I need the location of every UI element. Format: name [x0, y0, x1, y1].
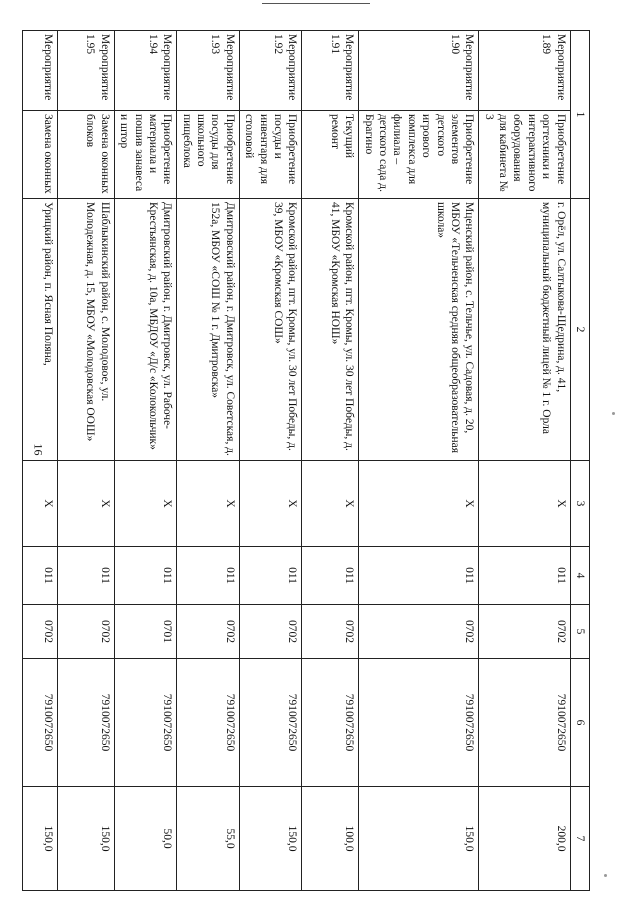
header-cell: 3 [570, 461, 589, 547]
code-cell: 011 [57, 547, 114, 605]
table-row [22, 31, 57, 891]
scan-speck [612, 412, 615, 415]
section-cell: 0702 [479, 605, 570, 659]
work-description-cell: Приобретение материала и пошив занавеса и штор [114, 111, 177, 199]
work-description-cell: Замена оконных [22, 111, 57, 199]
mark-cell: X [302, 461, 359, 547]
budget-table [22, 30, 590, 891]
mark-cell: X [22, 461, 57, 547]
table-row [302, 31, 359, 891]
amount-cell: 55,0 [177, 787, 240, 891]
header-cell: 5 [570, 605, 589, 659]
work-description-cell: Приобретение посуды и инвентаря для столовой [239, 111, 302, 199]
amount-cell: 150,0 [57, 787, 114, 891]
top-rule [262, 3, 370, 4]
table-row [57, 31, 114, 891]
code-cell: 011 [114, 547, 177, 605]
target-article-cell: 7910072650 [22, 659, 57, 787]
rotated-table-wrapper [41, 30, 590, 890]
header-cell: 1 [570, 31, 589, 199]
work-description-cell: Приобретение посуды для школьного пищеблока [177, 111, 240, 199]
amount-cell: 100,0 [302, 787, 359, 891]
target-article-cell: 7910072650 [359, 659, 479, 787]
page-number: 16 [31, 443, 46, 456]
event-name-cell: Мероприятие 1.89 [479, 31, 570, 111]
address-cell: Дмитровский район, г. Дмитровск, ул. Рабоче-Крестьянская, д. 10а, МБДОУ «Д/с «Колокольчик» [114, 199, 177, 461]
work-description-cell: Текущий ремонт [302, 111, 359, 199]
address-cell: Кромской район, пгт. Кромы, ул. 30 лет Победы, д. 41, МБОУ «Кромская НОШ» [302, 199, 359, 461]
section-cell: 0702 [22, 605, 57, 659]
header-row [570, 31, 589, 891]
address-cell: Дмитровский район, г. Дмитровск, ул. Советская, д. 152а, МБОУ «СОШ № 1 г. Дмитровска» [177, 199, 240, 461]
work-description-cell: Приобретение элементов детского игрового комплекса для филиала – детского сада д. Брагино [359, 111, 479, 199]
event-name-cell: Мероприятие 1.92 [239, 31, 302, 111]
section-cell: 0701 [114, 605, 177, 659]
target-article-cell: 7910072650 [114, 659, 177, 787]
address-cell: Мценский район, с. Тельчье, ул. Садовая, д. 20, МБОУ «Тельченская средняя общеобразовательная школа» [359, 199, 479, 461]
event-name-cell: Мероприятие [22, 31, 57, 111]
event-name-cell: Мероприятие 1.90 [359, 31, 479, 111]
address-cell: г. Орёл, ул. Салтыкова-Щедрина, д. 41, муниципальный бюджетный лицей № 1 г. Орла [479, 199, 570, 461]
section-cell: 0702 [239, 605, 302, 659]
mark-cell: X [114, 461, 177, 547]
address-cell: Урицкий район, п. Ясная Поляна, [22, 199, 57, 461]
amount-cell: 50,0 [114, 787, 177, 891]
code-cell: 011 [302, 547, 359, 605]
amount-cell: 150,0 [359, 787, 479, 891]
section-cell: 0702 [57, 605, 114, 659]
mark-cell: X [239, 461, 302, 547]
table-row [479, 31, 570, 891]
address-cell: Шаблыкинский район, с. Молодовое, ул. Молодежная, д. 15, МБОУ «Молодовская ООШ» [57, 199, 114, 461]
table-row [359, 31, 479, 891]
section-cell: 0702 [177, 605, 240, 659]
section-cell: 0702 [359, 605, 479, 659]
target-article-cell: 7910072650 [239, 659, 302, 787]
code-cell: 011 [359, 547, 479, 605]
header-cell: 6 [570, 659, 589, 787]
work-description-cell: Приобретение оргтехники и интерактивного оборудования для кабинета № 3 [479, 111, 570, 199]
mark-cell: X [177, 461, 240, 547]
table-row [114, 31, 177, 891]
event-name-cell: Мероприятие 1.91 [302, 31, 359, 111]
scan-speck [604, 874, 607, 877]
mark-cell: X [57, 461, 114, 547]
address-cell: Кромской район, пгт. Кромы, ул. 30 лет Победы, д. 39, МБОУ «Кромская СОШ» [239, 199, 302, 461]
header-cell: 4 [570, 547, 589, 605]
section-cell: 0702 [302, 605, 359, 659]
event-name-cell: Мероприятие 1.95 [57, 31, 114, 111]
code-cell: 011 [479, 547, 570, 605]
header-cell: 7 [570, 787, 589, 891]
amount-cell: 150,0 [239, 787, 302, 891]
header-cell: 2 [570, 199, 589, 461]
target-article-cell: 7910072650 [177, 659, 240, 787]
table-row [177, 31, 240, 891]
code-cell: 011 [22, 547, 57, 605]
code-cell: 011 [239, 547, 302, 605]
mark-cell: X [479, 461, 570, 547]
mark-cell: X [359, 461, 479, 547]
target-article-cell: 7910072650 [57, 659, 114, 787]
amount-cell: 200,0 [479, 787, 570, 891]
table-row [239, 31, 302, 891]
code-cell: 011 [177, 547, 240, 605]
work-description-cell: Замена оконных блоков [57, 111, 114, 199]
event-name-cell: Мероприятие 1.93 [177, 31, 240, 111]
target-article-cell: 7910072650 [479, 659, 570, 787]
target-article-cell: 7910072650 [302, 659, 359, 787]
amount-cell: 150,0 [22, 787, 57, 891]
event-name-cell: Мероприятие 1.94 [114, 31, 177, 111]
